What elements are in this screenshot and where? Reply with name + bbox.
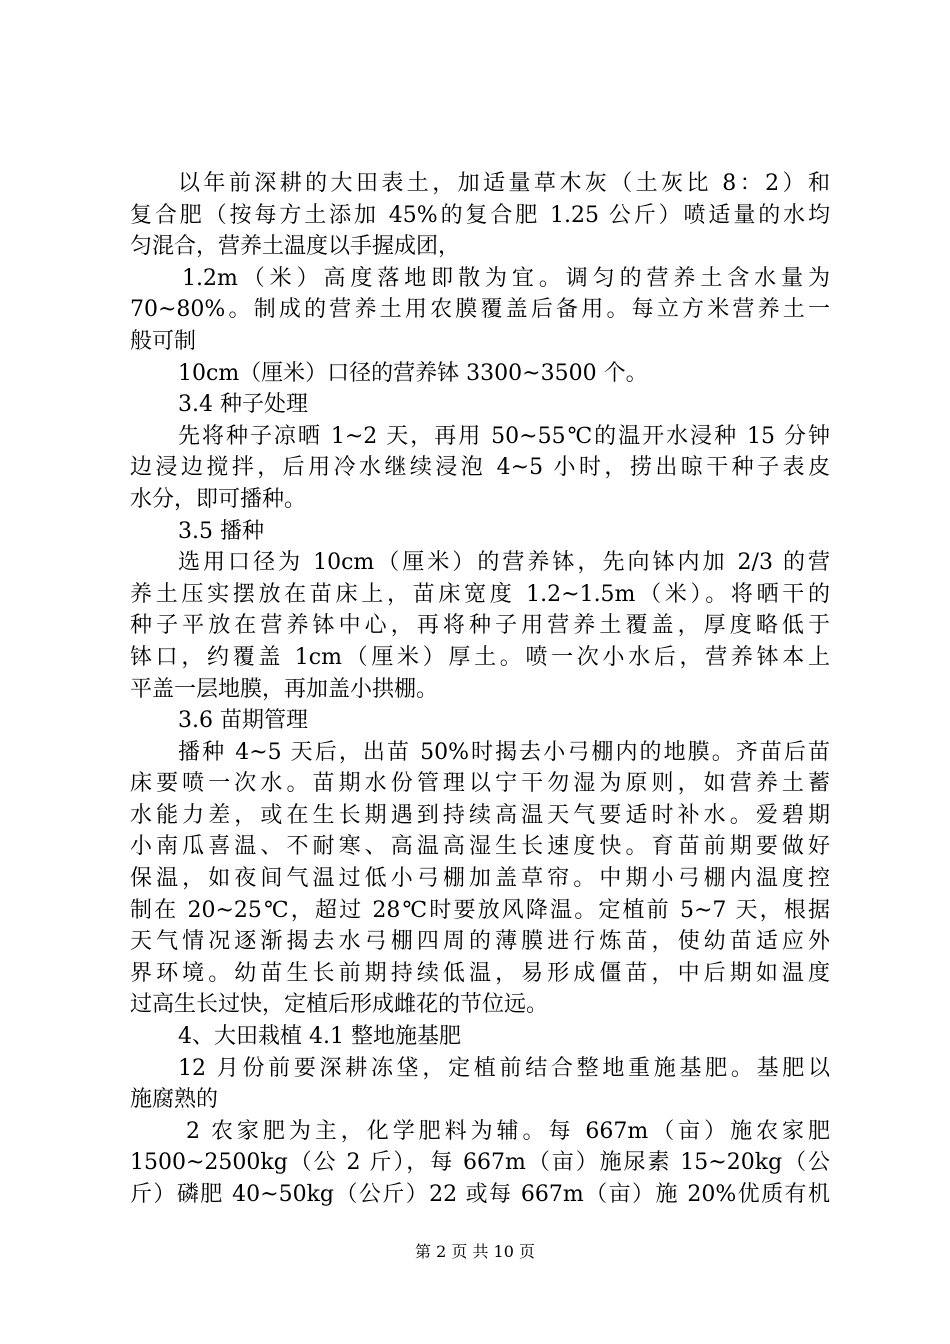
- text-line: 平盖一层地膜，再加盖小拱棚。: [130, 676, 439, 702]
- text-line: 般可制: [130, 328, 197, 354]
- text-line: 种子平放在营养钵中心，再将种子用营养土覆盖，厚度略低于: [130, 613, 830, 639]
- page-footer: 第 2 页 共 10 页: [415, 1242, 535, 1261]
- text-line: 10cm（厘米）口径的营养钵 3300~3500 个。: [178, 360, 648, 386]
- text-line: 水分，即可播种。: [130, 486, 307, 512]
- text-line: 12 月份前要深耕冻垡，定植前结合整地重施基肥。基肥以: [178, 1055, 830, 1081]
- text-line: 天气情况逐渐揭去水弓棚四周的薄膜进行炼苗，使幼苗适应外: [130, 929, 830, 955]
- text-line: 3.4 种子处理: [178, 392, 308, 418]
- text-line: 床要喷一次水。苗期水份管理以宁干勿湿为原则，如营养土蓄: [130, 771, 830, 797]
- text-line: 播种 4~5 天后，出苗 50%时揭去小弓棚内的地膜。齐苗后苗: [178, 739, 830, 765]
- text-line: 钵口，约覆盖 1cm（厘米）厚土。喷一次小水后，营养钵本上: [130, 644, 830, 670]
- text-line: 施腐熟的: [130, 1087, 219, 1113]
- text-line: 保温，如夜间气温过低小弓棚加盖草帘。中期小弓棚内温度控: [130, 866, 830, 892]
- text-line: 水能力差，或在生长期遇到持续高温天气要适时补水。爱碧期: [130, 802, 830, 828]
- text-line: 过高生长过快，定植后形成雌花的节位远。: [130, 992, 549, 1018]
- text-line: 1500~2500kg（公 2 斤），每 667m（亩）施尿素 15~20kg（公: [130, 1150, 830, 1176]
- text-line: 3.5 播种: [178, 518, 264, 544]
- text-line: 2 农家肥为主，化学肥料为辅。每 667m（亩）施农家肥: [186, 1118, 830, 1144]
- text-line: 边浸边搅拌，后用冷水继续浸泡 4~5 小时，捞出晾干种子表皮: [130, 455, 830, 481]
- text-line: 1.2m（米）高度落地即散为宜。调匀的营养土含水量为: [182, 265, 830, 291]
- text-line: 斤）磷肥 40~50kg（公斤）22 或每 667m（亩）施 20%优质有机: [130, 1182, 830, 1207]
- text-line: 以年前深耕的大田表土，加适量草木灰（土灰比 8：2）和: [178, 171, 830, 196]
- text-line: 制在 20~25℃，超过 28℃时要放风降温。定植前 5~7 天，根据: [130, 897, 830, 923]
- text-line: 先将种子凉晒 1~2 天，再用 50~55℃的温开水浸种 15 分钟: [178, 423, 830, 449]
- text-line: 界环境。幼苗生长前期持续低温，易形成僵苗，中后期如温度: [130, 960, 830, 986]
- text-line: 70~80%。制成的营养土用农膜覆盖后备用。每立方米营养土一: [130, 297, 830, 323]
- text-line: 选用口径为 10cm（厘米）的营养钵，先向钵内加 2/3 的营: [178, 550, 830, 576]
- text-line: 养土压实摆放在苗床上，苗床宽度 1.2~1.5m（米）。将晒干的: [130, 581, 830, 607]
- document-body: [130, 168, 830, 1211]
- text-line: 匀混合，营养土温度以手握成团，: [130, 234, 461, 260]
- text-line: 4、大田栽植 4.1 整地施基肥: [178, 1024, 461, 1050]
- text-line: 小南瓜喜温、不耐寒、高温高湿生长速度快。育苗前期要做好: [130, 834, 830, 860]
- text-line: 复合肥（按每方土添加 45%的复合肥 1.25 公斤）喷适量的水均: [130, 202, 830, 228]
- text-line: 3.6 苗期管理: [178, 708, 308, 734]
